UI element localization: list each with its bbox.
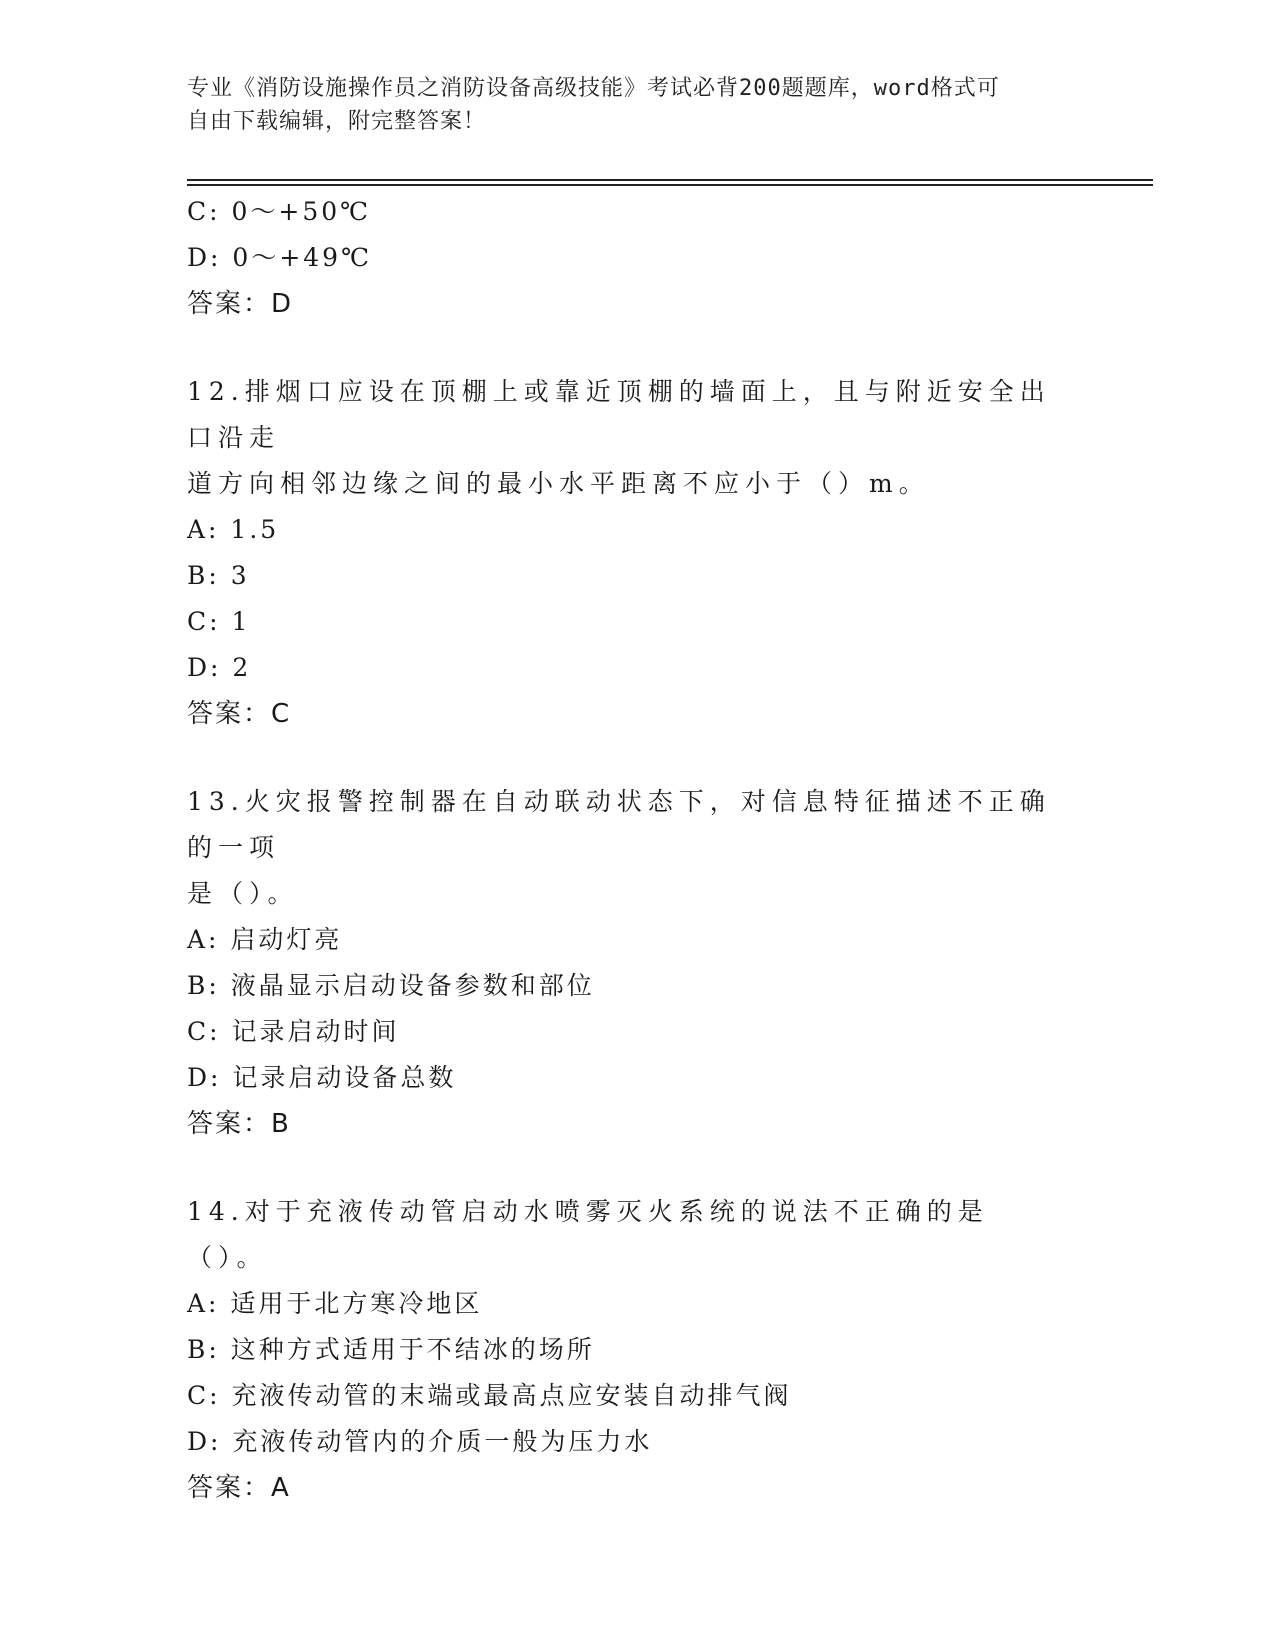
answer-line: 答案：B (187, 1109, 291, 1139)
question-stem-continued: 是（）。 (187, 879, 299, 908)
question-stem-continued: 道方向相邻边缘之间的最小水平距离不应小于（）m。 (187, 469, 930, 498)
question-stem: 13.火灾报警控制器在自动联动状态下，对信息特征描述不正确的一项 (187, 787, 1051, 862)
option-a: A: 适用于北方寒冷地区 (187, 1289, 483, 1318)
option-b: B: 3 (187, 561, 250, 590)
answer-line: 答案：D (187, 289, 294, 319)
question-12 (187, 369, 1087, 737)
option-a: A: 1.5 (187, 515, 280, 544)
option-b: B: 液晶显示启动设备参数和部位 (187, 971, 595, 1000)
question-stem: 12.排烟口应设在顶棚上或靠近顶棚的墙面上，且与附近安全出口沿走 (187, 377, 1051, 452)
option-d: D: 0～+49℃ (187, 243, 373, 272)
question-list (187, 189, 1087, 1511)
option-c: C: 1 (187, 607, 251, 636)
question-14 (187, 1189, 1087, 1511)
document-header (187, 72, 1087, 138)
option-a: A: 启动灯亮 (187, 925, 343, 954)
question-stem: 14.对于充液传动管启动水喷雾灭火系统的说法不正确的是（）。 (187, 1197, 989, 1272)
header-divider-bottom (187, 184, 1153, 186)
question-13 (187, 779, 1087, 1147)
option-c: C: 充液传动管的末端或最高点应安装自动排气阀 (187, 1381, 792, 1410)
answer-line: 答案：A (187, 1473, 291, 1503)
header-divider-top (187, 179, 1153, 181)
option-d: D: 2 (187, 653, 252, 682)
option-d: D: 充液传动管内的介质一般为压力水 (187, 1427, 653, 1456)
option-d: D: 记录启动设备总数 (187, 1063, 457, 1092)
option-c: C: 0～+50℃ (187, 197, 372, 226)
option-c: C: 记录启动时间 (187, 1017, 400, 1046)
question-11-tail (187, 189, 1087, 327)
option-b: B: 这种方式适用于不结冰的场所 (187, 1335, 595, 1364)
answer-line: 答案：C (187, 699, 292, 729)
header-line-1: 专业《消防设施操作员之消防设备高级技能》考试必背200题题库，word格式可 (187, 76, 1000, 101)
header-line-2: 自由下载编辑，附完整答案！ (187, 109, 487, 134)
